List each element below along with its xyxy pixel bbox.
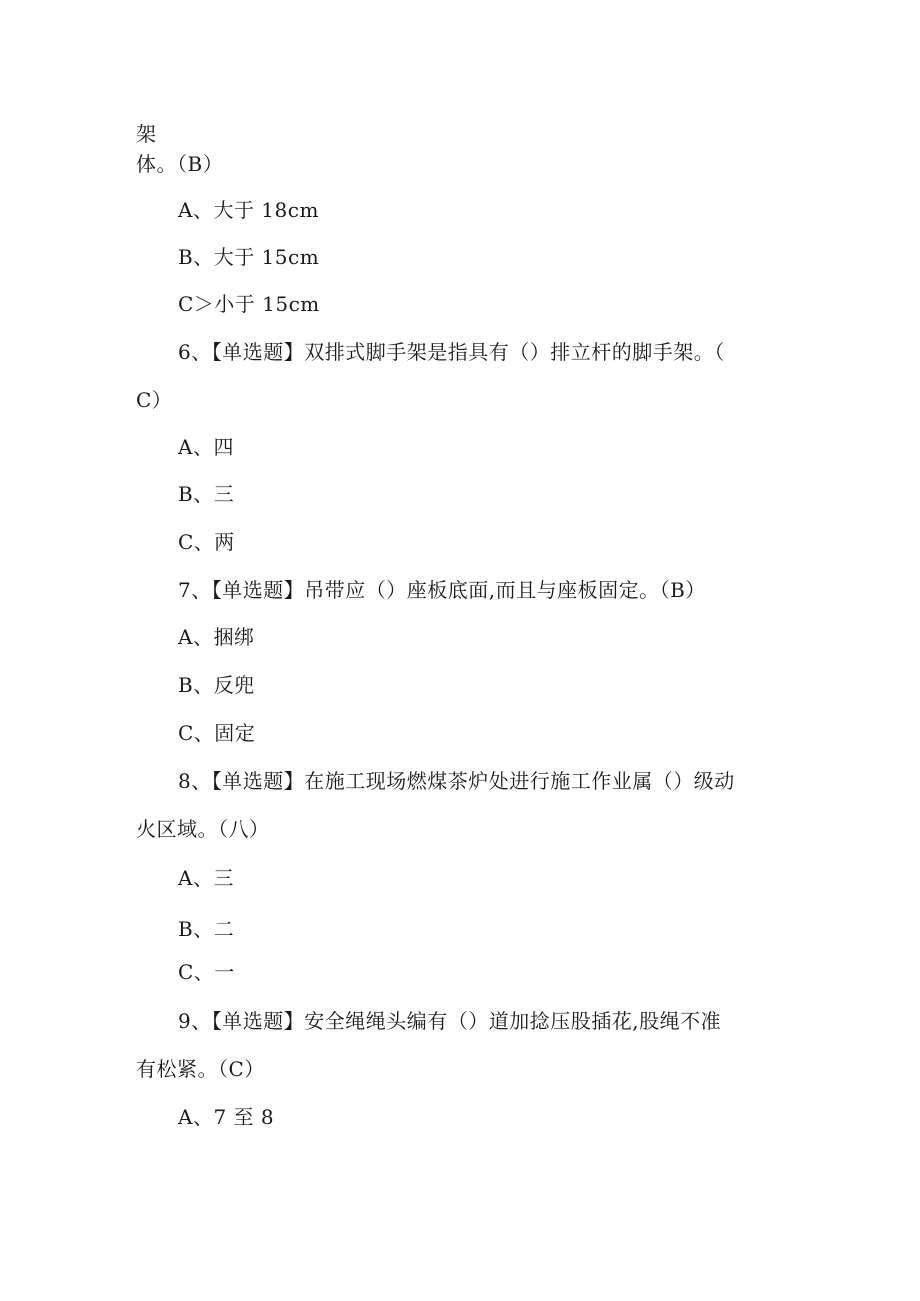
question-9-answer: 有松紧。（C） [136,1057,265,1081]
question-9: 9、【单选题】安全绳绳头编有（）道加捻压股插花,股绳不准 [178,1009,722,1033]
option-a: A、7 至 8 [178,1105,275,1129]
option-b: B、大于 15cm [178,245,320,269]
option-a: A、三 [178,866,234,890]
option-c: C、两 [178,530,235,554]
question-7: 7、【单选题】吊带应（）座板底面,而且与座板固定。（B） [178,578,706,602]
text-fragment: 架 [136,122,157,146]
option-b: B、反兜 [178,673,255,697]
option-a: A、捆绑 [178,625,255,649]
option-c: C、一 [178,960,235,984]
text-fragment-answer: 体。（B） [136,152,224,176]
option-c: C＞小于 15cm [178,292,320,316]
option-c: C、固定 [178,721,256,745]
question-8-answer: 火区域。（八） [136,817,270,841]
option-b: B、三 [178,482,235,506]
option-a: A、四 [178,435,234,459]
option-a: A、大于 18cm [178,198,319,222]
question-6: 6、【单选题】双排式脚手架是指具有（）排立杆的脚手架。（ [178,340,725,364]
option-b: B、二 [178,917,235,941]
question-8: 8、【单选题】在施工现场燃煤茶炉处进行施工作业属（）级动 [178,769,735,793]
question-6-answer: C） [136,388,173,412]
